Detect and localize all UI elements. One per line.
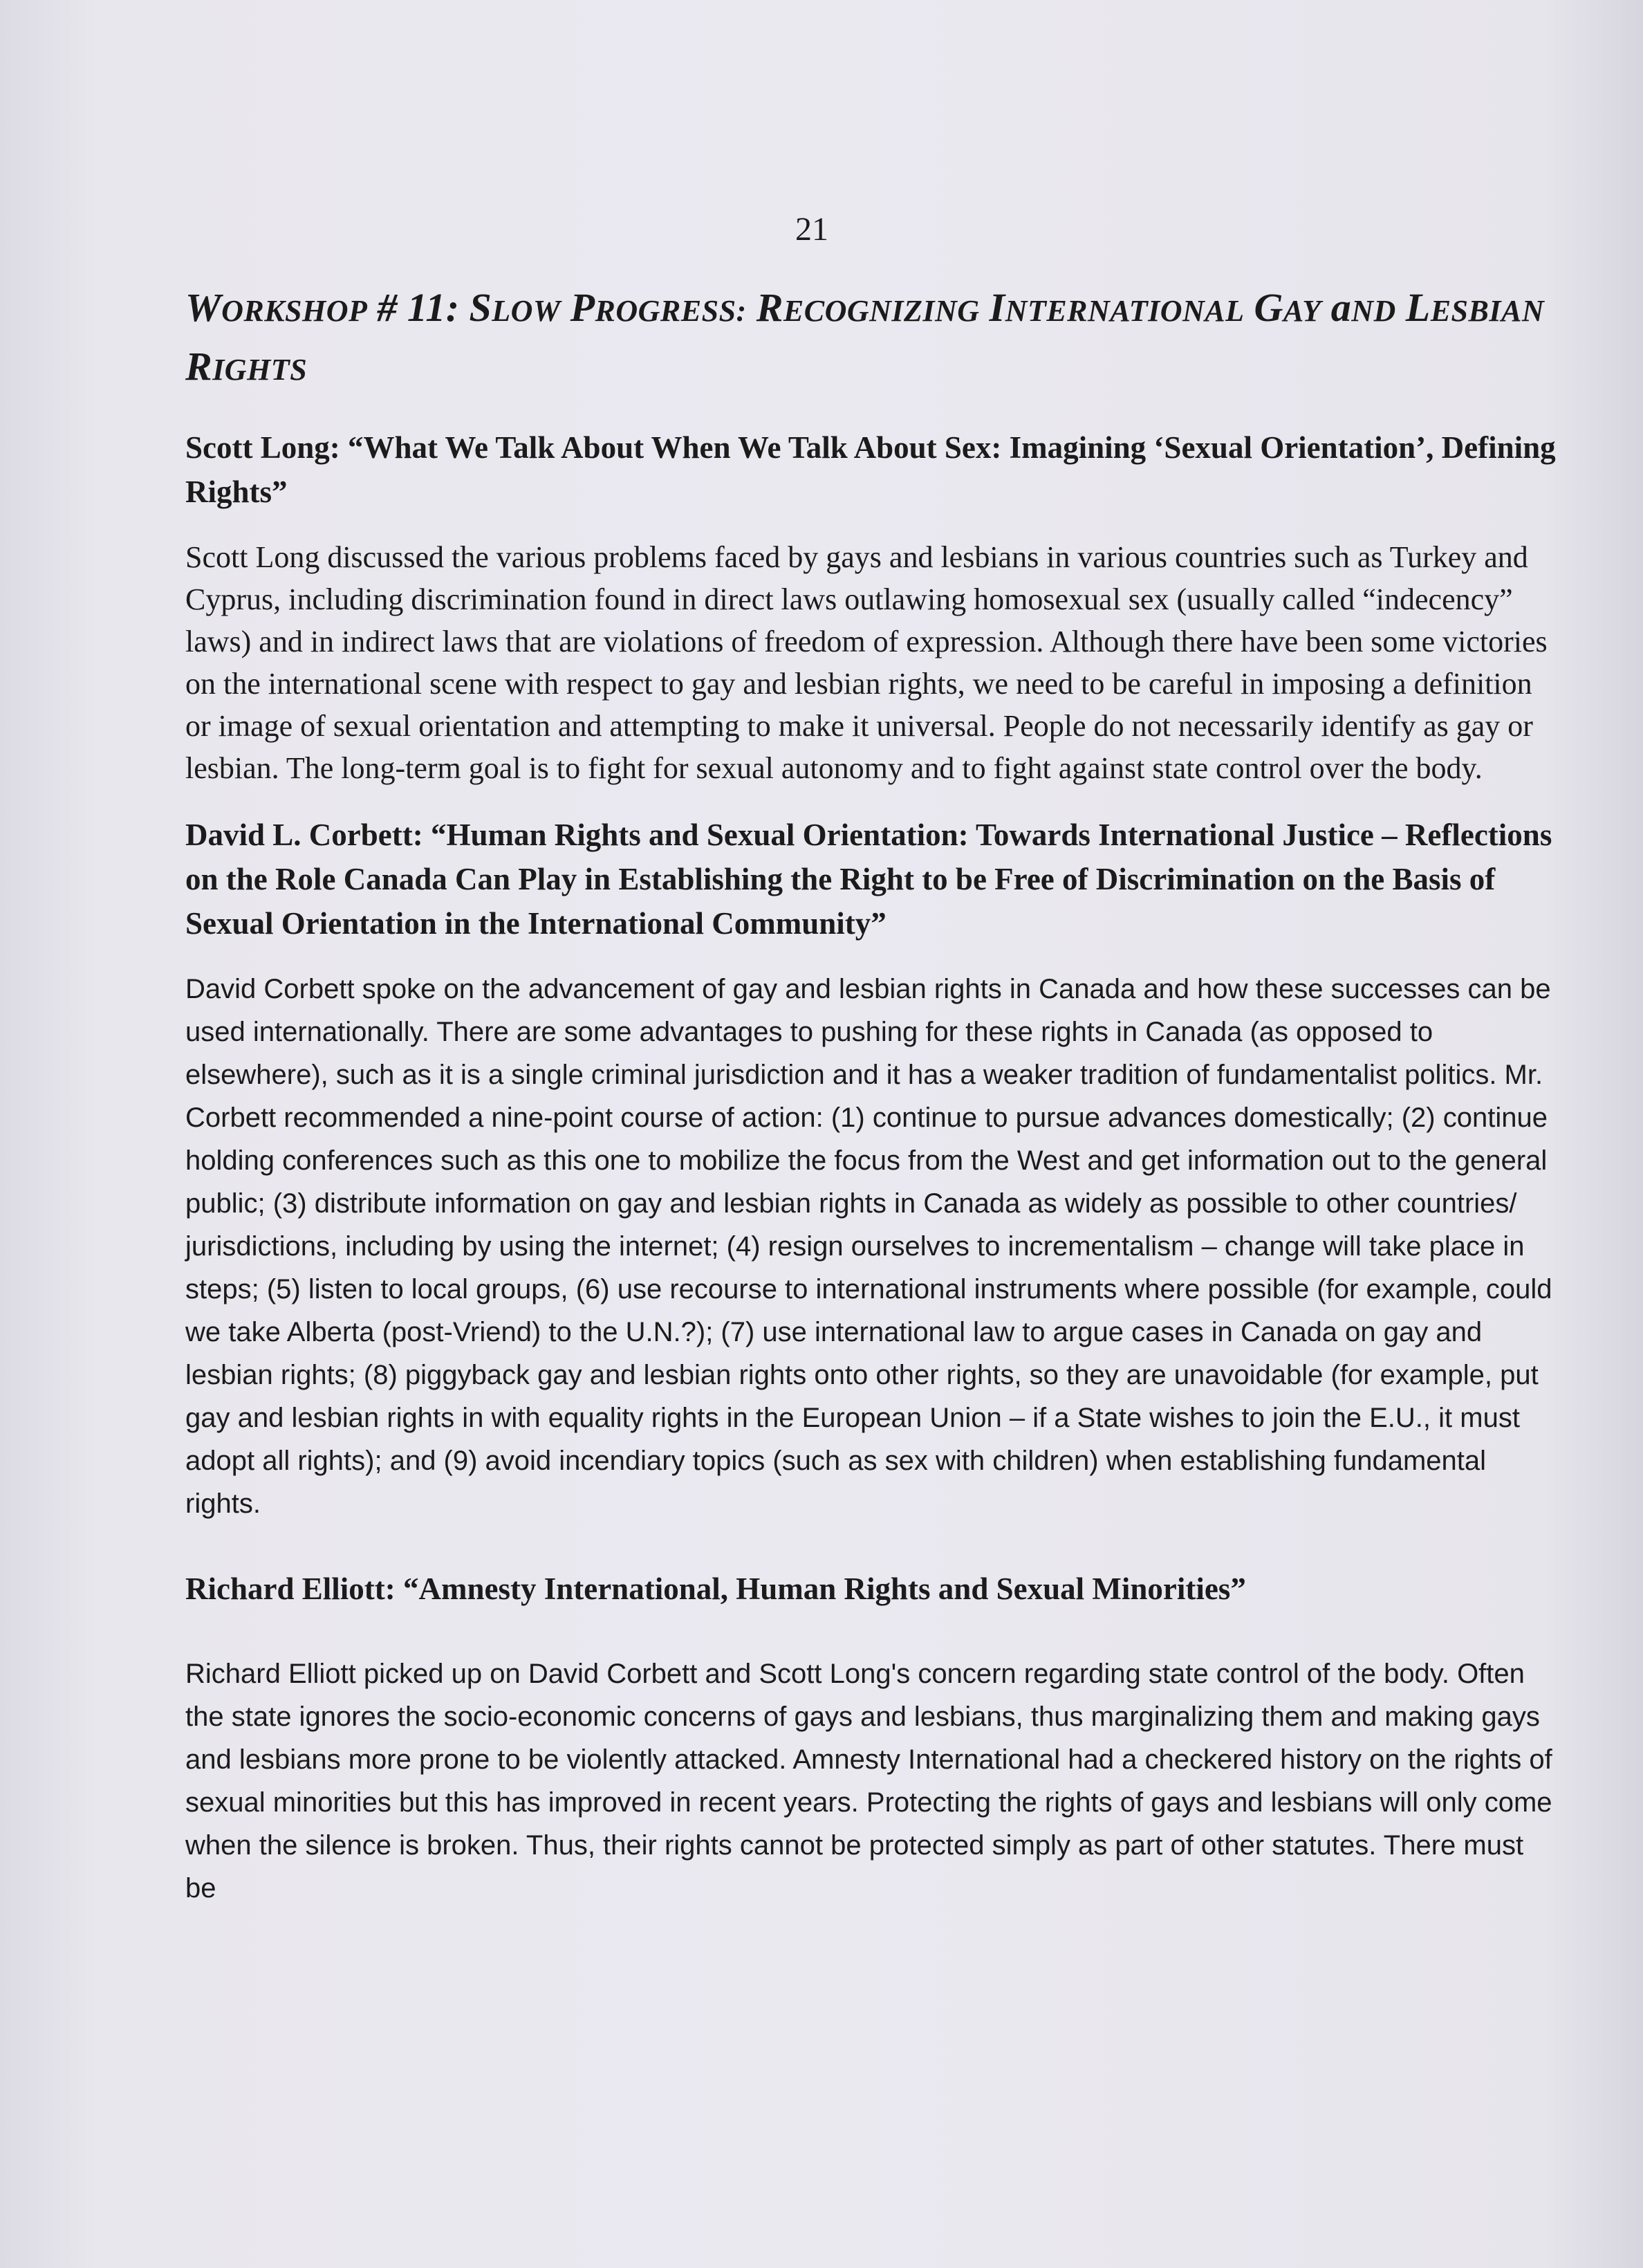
workshop-title: WORKSHOP # 11: SLOW PROGRESS: RECOGNIZING INTERNATIONAL GAY aND LESBIAN RIGHTS — [185, 285, 1545, 389]
section-heading-scott-long: Scott Long: “What We Talk About When We Talk About Sex: Imagining ‘Sexual Orientation’, Defining Rights” — [185, 430, 1556, 509]
section-body-richard-elliott: Richard Elliott picked up on David Corbett and Scott Long's concern regarding state control of the body. Often the state ignores the socio-economic concerns of gays and lesbians, thus marginalizing them and making gays and lesbians more prone to be violently attacked. Amnesty International had a checkered history on the rights of sexual minorities but this has improved in recent years. Protecting the rights of gays and lesbians will only come when the silence is broken. Thus, their rights cannot be protected simply as part of other statutes. There must be — [185, 1659, 1552, 1903]
section-heading-richard-elliott: Richard Elliott: “Amnesty International, Human Rights and Sexual Minorities” — [185, 1571, 1246, 1606]
section-body-scott-long: Scott Long discussed the various problems faced by gays and lesbians in various countries such as Turkey and Cyprus, including discrimination found in direct laws outlawing homosexual sex (usually called “indecency” laws) and in indirect laws that are violations of freedom of expression. Although there have been some victories on the international scene with respect to gay and lesbian rights, we need to be careful in imposing a definition or image of sexual orientation and attempting to make it universal. People do not necessarily identify as gay or lesbian. The long-term goal is to fight for sexual autonomy and to fight against state control over the body. — [185, 540, 1548, 785]
section-body-david-corbett: David Corbett spoke on the advancement of gay and lesbian rights in Canada and how these successes can be used internationally. There are some advantages to pushing for these rights in Canada (as opposed to elsewhere), such as it is a single criminal jurisdiction and it has a weaker tradition of fundamentalist politics. Mr. Corbett recommended a nine-point course of action: (1) continue to pursue advances domestically; (2) continue holding conferences such as this one to mobilize the focus from the West and get information out to the general public; (3) distribute information on gay and lesbian rights in Canada as widely as possible to other countries/ jurisdictions, including by using the internet; (4) resign ourselves to incrementalism – change will take place in steps; (5) listen to local groups, (6) use recourse to international instruments where possible (for example, could we take Alberta (post-Vriend) to the U.N.?); (7) use international law to argue cases in Canada on gay and lesbian rights; (8) piggyback gay and lesbian rights onto other rights, so they are unavoidable (for example, put gay and lesbian rights in with equality rights in the European Union – if a State wishes to join the E.U., it must adopt all rights); and (9) avoid incendiary topics (such as sex with children) when establishing fundamental rights. — [185, 974, 1552, 1519]
page-number: 21 — [795, 211, 828, 248]
page-content — [185, 280, 1561, 1933]
section-heading-david-corbett: David L. Corbett: “Human Rights and Sexual Orientation: Towards International Justice – Reflections on the Role Canada Can Play in Establishing the Right to be Free of Discrimination on the Basis of Sexual Orientation in the International Community” — [185, 818, 1552, 941]
